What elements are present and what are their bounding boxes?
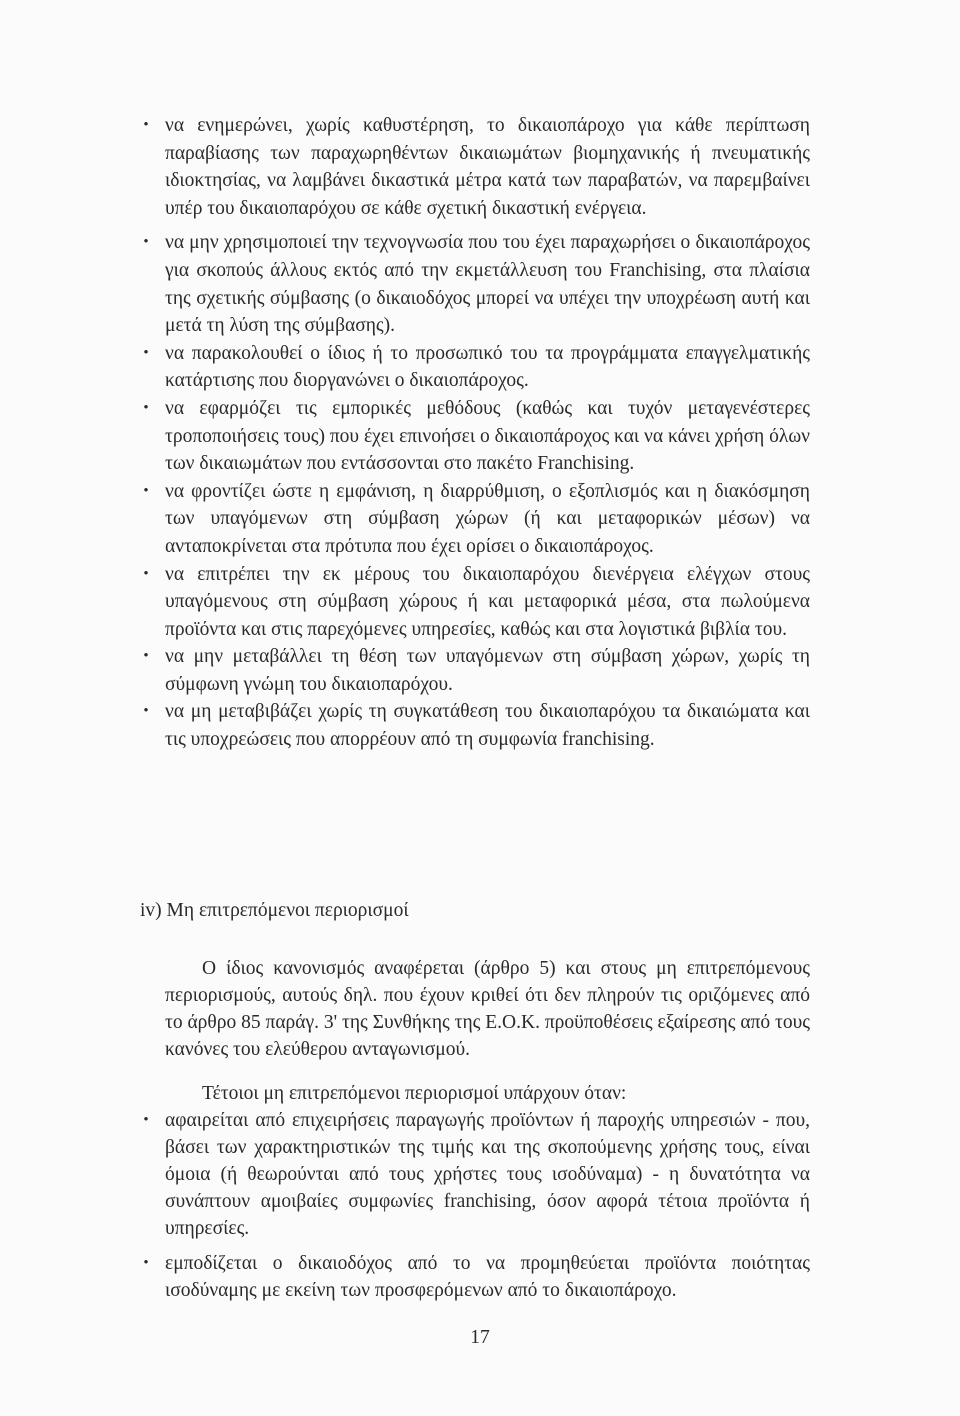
list-item-text: να μη μεταβιβάζει χωρίς τη συγκατάθεση του δικαιοπαρόχου τα δικαιώματα και τις υποχρεώσεις που απορρέουν από τη συμφωνία franchising. — [165, 701, 810, 751]
paragraph: Ο ίδιος κανονισμός αναφέρεται (άρθρο 5) και στους μη επιτρεπόμενους περιορισμούς, αυτούς δηλ. που έχουν κριθεί ότι δεν πληρούν τις οριζόμενες από το άρθρο 85 παράγ. 3' της Συνθήκης της Ε.Ο.Κ. προϋποθέσεις εξαίρεσης από τους κανόνες του ελεύθερου ανταγωνισμού. — [165, 958, 810, 1060]
page-number: 17 — [470, 1327, 490, 1348]
list-item — [140, 395, 810, 478]
section-heading: iv) Μη επιτρεπόμενοι περιορισμοί — [140, 900, 409, 921]
list-item-text: να φροντίζει ώστε η εμφάνιση, η διαρρύθμιση, ο εξοπλισμός και η διακόσμηση των υπαγόμενων στη σύμβαση χώρων (ή και μεταφορικών μέσων) να ανταποκρίνεται στα πρότυπα που έχει ορίσει ο δικαιοπάροχος. — [165, 480, 810, 557]
list-item — [140, 229, 810, 339]
list-item — [140, 1107, 810, 1242]
list-item — [140, 340, 810, 395]
list-item-text: εμποδίζεται ο δικαιοδόχος από το να προμηθεύεται προϊόντα ποιότητας ισοδύναμης με εκείνη των προσφερόμενων από το δικαιοπάροχο. — [165, 1253, 810, 1301]
bullet-icon: • — [143, 703, 149, 720]
list-item — [140, 1250, 810, 1304]
list-item-text: να μην χρησιμοποιεί την τεχνογνωσία που του έχει παραχωρήσει ο δικαιοπάροχος για σκοπούς άλλους εκτός από την εκμετάλλευση του Franchising, στα πλαίσια της σχετικής σύμβασης (ο δικαιοδόχος μπορεί να υπέχει την υποχρέωση αυτή και μετά τη λύση της σύμβασης). — [165, 232, 810, 337]
list-item — [140, 112, 810, 222]
list-item-text: να επιτρέπει την εκ μέρους του δικαιοπαρόχου διενέργεια ελέγχων στους υπαγόμενους στη σύμβαση χώρους ή και μεταφορικά μέσα, στα πωλούμενα προϊόντα και στις παρεχόμενες υπηρεσίες, καθώς και στα λογιστικά βιβλία του. — [165, 563, 810, 640]
bullet-icon: • — [143, 117, 149, 133]
bullet-icon: • — [143, 565, 149, 582]
list-item — [140, 478, 810, 561]
bullet-icon: • — [143, 482, 149, 499]
paragraph: Τέτοιοι μη επιτρεπόμενοι περιορισμοί υπάρχουν όταν: — [202, 1083, 627, 1104]
restrictions-list — [140, 1107, 810, 1304]
list-item — [140, 643, 810, 698]
bullet-icon: • — [143, 399, 149, 416]
list-item-text: να παρακολουθεί ο ίδιος ή το προσωπικό του τα προγράμματα επαγγελματικής κατάρτισης που διοργανώνει ο δικαιοπάροχος. — [165, 342, 810, 392]
bullet-icon: • — [143, 648, 149, 665]
bullet-icon: • — [143, 1255, 149, 1271]
list-item-text: να μην μεταβάλλει τη θέση των υπαγόμενων στη σύμβαση χώρων, χωρίς τη σύμφωνη γνώμη του δικαιοπαρόχου. — [165, 646, 810, 695]
bullet-icon: • — [143, 1112, 149, 1128]
list-item-text: να ενημερώνει, χωρίς καθυστέρηση, το δικαιοπάροχο για κάθε περίπτωση παραβίασης των παραχωρηθέντων δικαιωμάτων βιομηχανικής ή πνευματικής ιδιοκτησίας, να λαμβάνει δικαστικά μέτρα κατά των παραβατών, να παρεμβαίνει υπέρ του δικαιοπαρόχου σε κάθε σχετική δικαστική ενέργεια. — [165, 115, 810, 219]
list-item-text: αφαιρείται από επιχειρήσεις παραγωγής προϊόντων ή παροχής υπηρεσιών - που, βάσει των χαρακτηριστικών της τιμής και της σκοπούμενης χρήσης τους, είναι όμοια (ή θεωρούνται από τους χρήστες τους ισοδύναμα) - η δυνατότητα να συνάπτουν αμοιβαίες συμφωνίες franchising, όσον αφορά τέτοια προϊόντα ή υπηρεσίες. — [165, 1110, 810, 1239]
list-item-text: να εφαρμόζει τις εμπορικές μεθόδους (καθώς και τυχόν μεταγενέστερες τροποποιήσεις τους) που έχει επινοήσει ο δικαιοπάροχος και να κάνει χρήση όλων των δικαιωμάτων που εντάσσονται στο πακέτο Franchising. — [165, 397, 810, 475]
list-item — [140, 561, 810, 644]
obligations-list — [140, 112, 810, 754]
bullet-icon: • — [143, 234, 149, 251]
list-item — [140, 698, 810, 753]
bullet-icon: • — [143, 344, 149, 361]
